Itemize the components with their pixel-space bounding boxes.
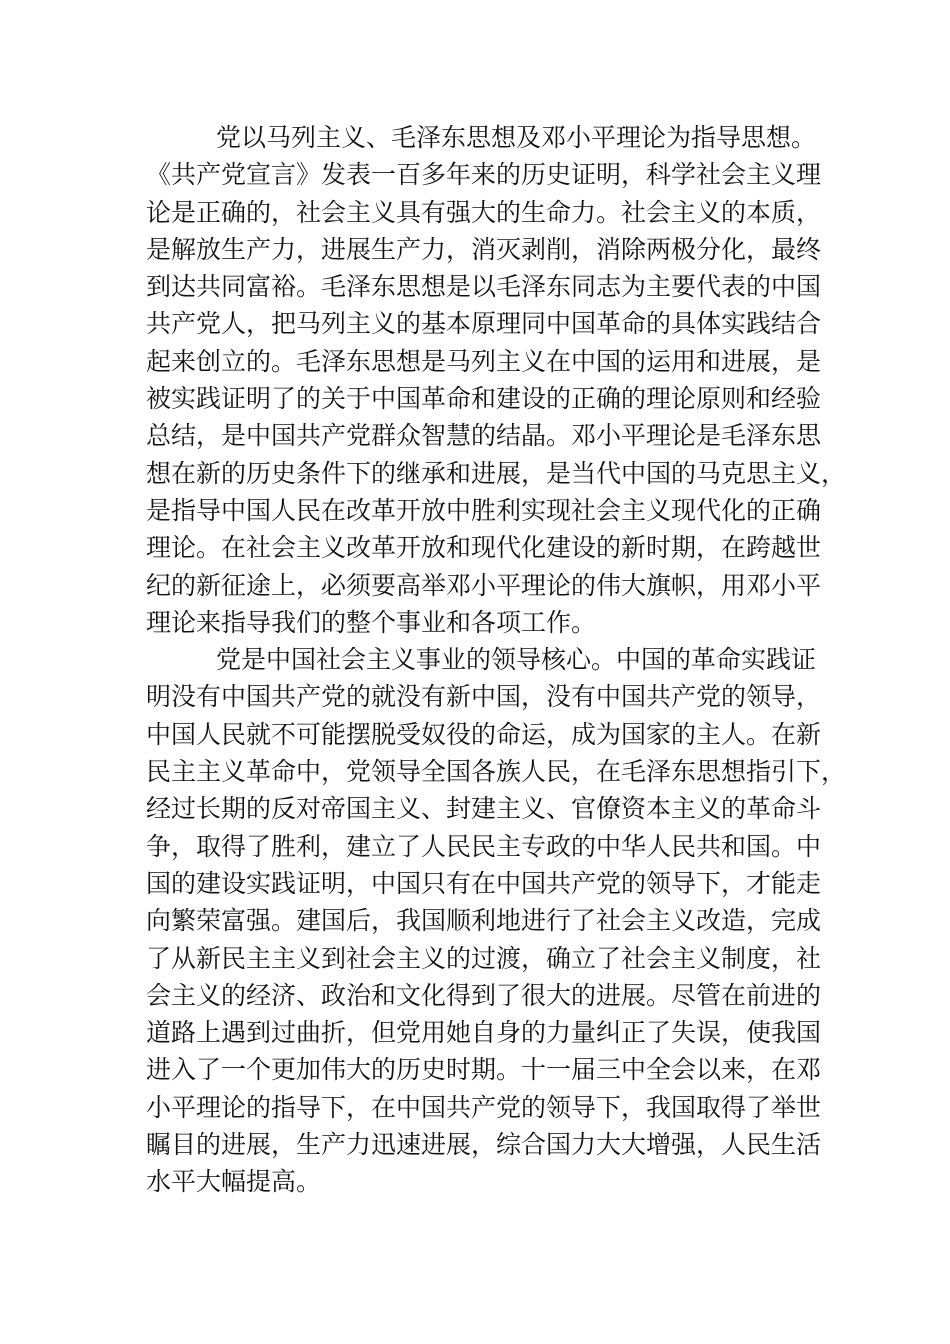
paragraph-line: 经过长期的反对帝国主义、封建主义、官僚资本主义的革命斗 (146, 794, 822, 824)
paragraph-line: 民主主义革命中，党领导全国各族人民，在毛泽东思想指引下， (146, 757, 847, 787)
paragraph-line: 是指导中国人民在改革开放中胜利实现社会主义现代化的正确 (146, 495, 822, 525)
paragraph-line: 被实践证明了的关于中国革命和建设的正确的理论原则和经验 (146, 384, 822, 414)
paragraph-line: 会主义的经济、政治和文化得到了很大的进展。尽管在前进的 (146, 980, 822, 1010)
paragraph-line: 到达共同富裕。毛泽东思想是以毛泽东同志为主要代表的中国 (146, 272, 822, 302)
paragraph-line: 向繁荣富强。建国后，我国顺利地进行了社会主义改造，完成 (146, 906, 822, 936)
paragraph-line: 共产党人，把马列主义的基本原理同中国革命的具体实践结合 (146, 309, 822, 339)
paragraph-line: 纪的新征途上，必须要高举邓小平理论的伟大旗帜，用邓小平 (146, 570, 822, 600)
paragraph-line: 明没有中国共产党的就没有新中国，没有中国共产党的领导， (146, 682, 822, 712)
paragraph-line: 中国人民就不可能摆脱受奴役的命运，成为国家的主人。在新 (146, 719, 822, 749)
paragraph-line: 论是正确的，社会主义具有强大的生命力。社会主义的本质， (146, 197, 822, 227)
paragraph-line: 国的建设实践证明，中国只有在中国共产党的领导下，才能走 (146, 868, 822, 898)
paragraph-line: 总结，是中国共产党群众智慧的结晶。邓小平理论是毛泽东思 (146, 421, 822, 451)
paragraph-2 (146, 641, 847, 1200)
paragraph-line: 水平大幅提高。 (146, 1167, 322, 1197)
paragraph-line: 争，取得了胜利，建立了人民民主专政的中华人民共和国。中 (146, 831, 822, 861)
paragraph-line: 起来创立的。毛泽东思想是马列主义在中国的运用和进展，是 (146, 346, 822, 376)
document-body (146, 119, 847, 1201)
paragraph-line: 瞩目的进展，生产力迅速进展，综合国力大大增强，人民生活 (146, 1130, 822, 1160)
paragraph-line: 理论来指导我们的整个事业和各项工作。 (146, 607, 597, 637)
paragraph-line: 道路上遇到过曲折，但党用她自身的力量纠正了失误，使我国 (146, 1018, 822, 1048)
paragraph-line: 是解放生产力，进展生产力，消灭剥削，消除两极分化，最终 (146, 234, 822, 264)
paragraph-line: 党是中国社会主义事业的领导核心。中国的革命实践证 (216, 645, 817, 675)
paragraph-line: 理论。在社会主义改革开放和现代化建设的新时期，在跨越世 (146, 533, 822, 563)
paragraph-line: 了从新民主主义到社会主义的过渡，确立了社会主义制度，社 (146, 943, 822, 973)
paragraph-line: 想在新的历史条件下的继承和进展，是当代中国的马克思主义， (146, 458, 847, 488)
paragraph-line: 《共产党宣言》发表一百多年来的历史证明，科学社会主义理 (146, 160, 822, 190)
paragraph-1 (146, 119, 847, 641)
paragraph-line: 党以马列主义、毛泽东思想及邓小平理论为指导思想。 (216, 123, 817, 152)
paragraph-line: 小平理论的指导下，在中国共产党的领导下，我国取得了举世 (146, 1092, 822, 1122)
paragraph-line: 进入了一个更加伟大的历史时期。十一届三中全会以来，在邓 (146, 1055, 822, 1085)
